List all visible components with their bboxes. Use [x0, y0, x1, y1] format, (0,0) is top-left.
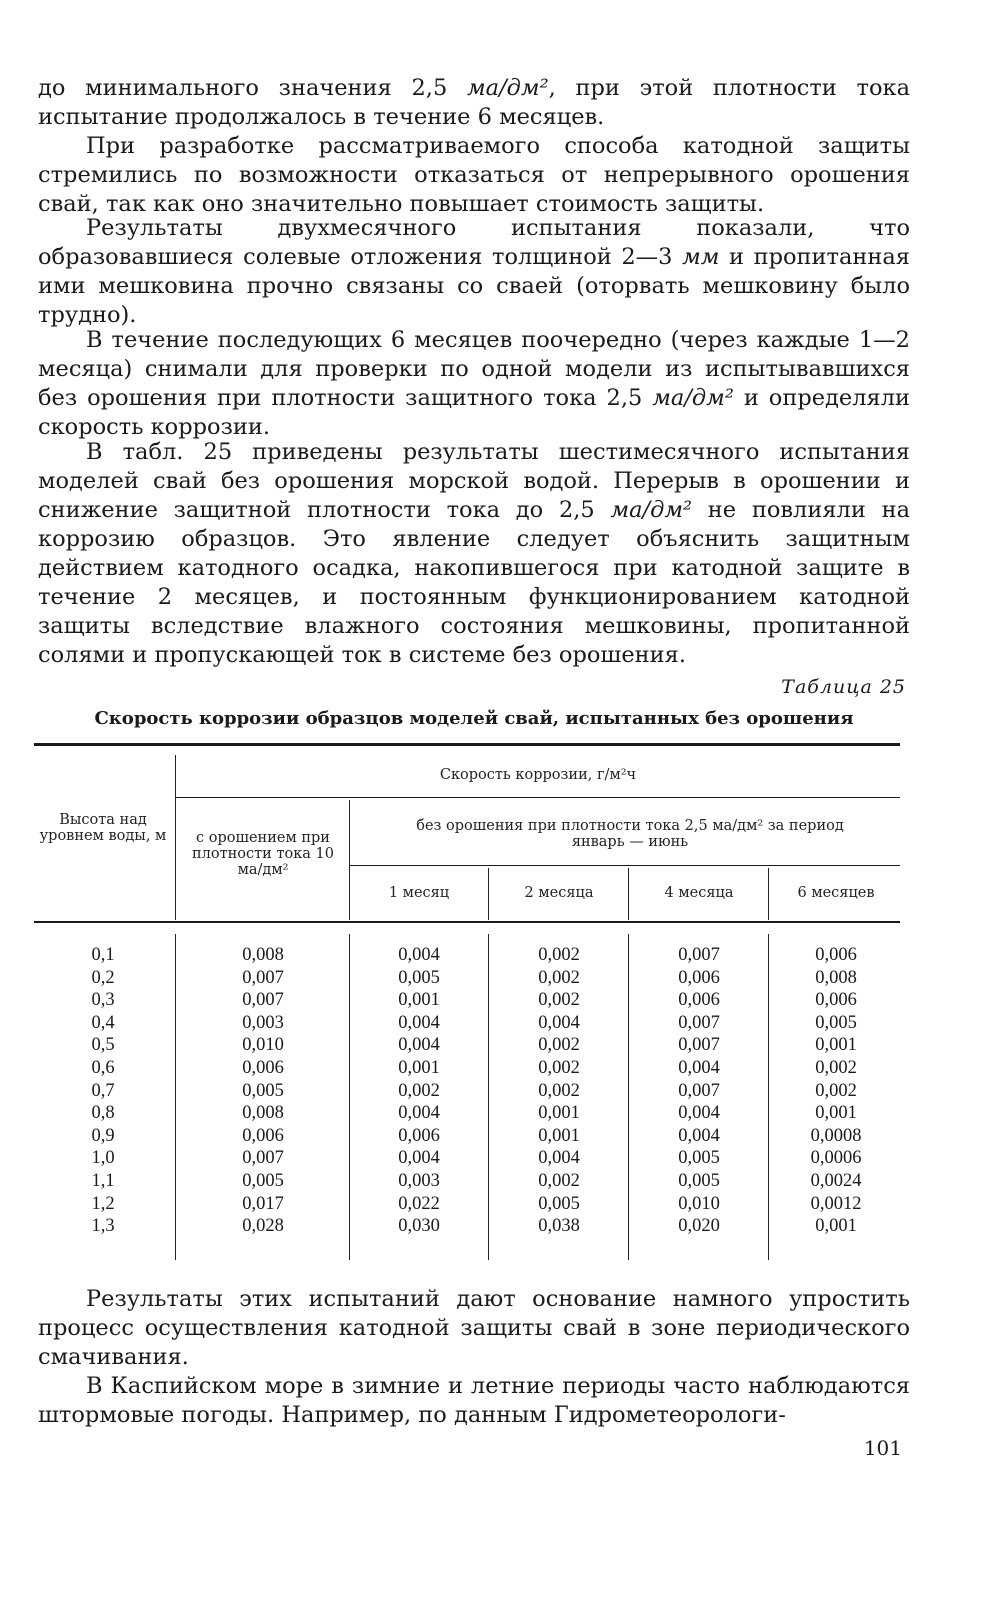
header-bottom-rule	[34, 921, 900, 923]
table-cell: 0,004	[538, 1012, 580, 1033]
unit-text: ма/дм²	[467, 75, 549, 101]
table-cell: 0,006	[815, 990, 857, 1011]
header-vline	[349, 800, 350, 920]
header-6-months: 6 месяцев	[797, 885, 875, 901]
unit-text: мм	[682, 244, 720, 270]
unit-text: ма/дм²	[652, 385, 734, 411]
table-cell: 0,004	[538, 1148, 580, 1169]
table-cell: 0,008	[815, 967, 857, 988]
header-rate: Скорость коррозии, г/м²ч	[439, 767, 637, 783]
table-cell: 0,6	[91, 1057, 115, 1078]
table-cell: 0,005	[678, 1170, 720, 1191]
table-cell: 0,005	[538, 1193, 580, 1214]
table-cell: 0,005	[242, 1170, 284, 1191]
table-cell: 0,002	[538, 945, 580, 965]
table-cell: 0,5	[91, 1035, 115, 1056]
paragraph-2: При разработке рассматриваемого способа катодной защиты стремились по возможности отказаться от непрерывного орошения свай, так как оно значительно повышает стоимость защиты.	[38, 133, 910, 217]
header-vline	[175, 755, 176, 920]
table-cell: 0,006	[398, 1125, 440, 1146]
table-cell: 0,008	[242, 1103, 284, 1124]
table-cell: 0,005	[815, 1012, 857, 1033]
table-cell: 0,007	[678, 1080, 720, 1101]
table-cell: 0,007	[242, 967, 284, 988]
table-top-rule	[34, 743, 900, 746]
table-cell: 0,007	[242, 1148, 284, 1169]
table-cell: 0,7	[91, 1080, 115, 1101]
column-2-months	[492, 944, 626, 1238]
table-cell: 0,020	[678, 1216, 720, 1237]
table-cell: 0,9	[91, 1125, 115, 1146]
table-cell: 0,004	[678, 1103, 720, 1124]
table-cell: 0,0012	[810, 1193, 862, 1214]
unit-text: ма/дм²	[610, 497, 693, 523]
column-height	[36, 944, 170, 1238]
table-cell: 1,3	[91, 1216, 115, 1237]
table-cell: 0,006	[678, 967, 720, 988]
table-cell: 0,002	[538, 1035, 580, 1056]
table-cell: 0,004	[678, 1125, 720, 1146]
table-cell: 0,007	[678, 1012, 720, 1033]
paragraph-5	[38, 438, 910, 670]
header-2-months: 2 месяца	[524, 885, 594, 901]
body-vline	[488, 934, 489, 1260]
header-vline	[768, 868, 769, 920]
body-vline	[349, 934, 350, 1260]
body-vline	[768, 934, 769, 1260]
table-title: Скорость коррозии образцов моделей свай, испытанных без орошения	[94, 708, 854, 729]
table-cell: 0,006	[242, 1057, 284, 1078]
table-cell: 0,8	[91, 1103, 115, 1124]
column-4-months	[632, 944, 766, 1238]
table-cell: 0,022	[398, 1193, 440, 1214]
table-cell: 0,002	[815, 1080, 857, 1101]
text-run: не повлияли на коррозию образцов. Это явление следует объяснить защитным действием катодного осадка, накопившегося при катодной защите в течение 2 месяцев, и постоянным функционированием катодной защиты вследствие влажного состояния мешковины, пропитанной солями и пропускающей ток в системе без орошения.	[38, 497, 910, 668]
table-cell: 0,010	[242, 1035, 284, 1056]
table-cell: 0,1	[91, 945, 115, 965]
table-cell: 0,004	[398, 1148, 440, 1169]
table-cell: 0,004	[398, 945, 440, 965]
page-number: 101	[863, 1436, 902, 1460]
header-height: Высота над уровнем воды, м	[39, 812, 167, 844]
text-run: и определяли скорость коррозии.	[38, 385, 910, 440]
table-cell: 0,002	[538, 1057, 580, 1078]
table-cell: 1,1	[91, 1170, 115, 1191]
table-cell: 0,006	[242, 1125, 284, 1146]
header-1-month: 1 месяц	[388, 885, 450, 901]
table-cell: 0,005	[678, 1148, 720, 1169]
table-cell: 0,001	[398, 1057, 440, 1078]
table-cell: 0,001	[538, 1125, 580, 1146]
header-4-months: 4 месяца	[664, 885, 734, 901]
column-6-months	[772, 944, 900, 1238]
table-cell: 0,007	[678, 1035, 720, 1056]
table-cell: 0,008	[242, 945, 284, 965]
paragraph-6: Результаты этих испытаний дают основание намного упростить процесс осуществления катодной защиты свай в зоне периодического смачивания.	[38, 1286, 910, 1370]
table-cell: 0,006	[678, 990, 720, 1011]
text-run: В табл. 25 приведены результаты шестимесячного испытания моделей свай без орошения морской водой. Перерыв в орошении и снижение защитной плотности тока до 2,5	[38, 439, 910, 523]
table-cell: 0,001	[398, 990, 440, 1011]
header-rule-2	[350, 865, 900, 866]
table-cell: 1,0	[91, 1148, 115, 1169]
table-cell: 0,4	[91, 1012, 115, 1033]
header-vline	[488, 868, 489, 920]
table-cell: 0,004	[678, 1057, 720, 1078]
table-cell: 0,002	[538, 1080, 580, 1101]
table-cell: 0,007	[242, 990, 284, 1011]
table-cell: 0,001	[815, 1216, 857, 1237]
table-cell: 0,001	[815, 1103, 857, 1124]
table-cell: 0,0024	[810, 1170, 862, 1191]
text-run: Результаты двухмесячного испытания показали, что образовавшиеся солевые отложения толщиной 2—3	[38, 215, 910, 270]
table-cell: 0,006	[815, 945, 857, 965]
table-cell: 0,0008	[810, 1125, 862, 1146]
paragraph-7: В Каспийском море в зимние и летние периоды часто наблюдаются штормовые погоды. Например, по данным Гидрометеорологи-	[38, 1373, 910, 1428]
table-cell: 0,004	[398, 1035, 440, 1056]
paragraph-4	[38, 326, 910, 442]
table-cell: 0,005	[398, 967, 440, 988]
header-with-irrigation: с орошением при плотности тока 10 ма/дм²	[192, 830, 334, 878]
text-run: В течение последующих 6 месяцев поочередно (через каждые 1—2 месяца) снимали для проверки по одной модели из испытывавшихся без орошения при плотности защитного тока 2,5	[38, 327, 910, 411]
column-with-irrigation	[180, 944, 346, 1238]
table-cell: 0,028	[242, 1216, 284, 1237]
table-cell: 0,0006	[810, 1148, 862, 1169]
table-cell: 0,2	[91, 967, 115, 988]
table-cell: 0,002	[538, 967, 580, 988]
text-run: , при этой плотности тока испытание продолжалось в течение 6 месяцев.	[38, 75, 910, 130]
header-rule-1	[176, 797, 900, 798]
table-cell: 0,003	[242, 1012, 284, 1033]
body-vline	[628, 934, 629, 1260]
table-cell: 0,010	[678, 1193, 720, 1214]
text-run: и пропитанная ими мешковина прочно связаны со сваей (оторвать мешковину было трудно).	[38, 244, 910, 328]
table-cell: 0,017	[242, 1193, 284, 1214]
table-cell: 0,004	[398, 1012, 440, 1033]
text-run: до минимального значения 2,5	[38, 75, 467, 101]
table-cell: 0,002	[538, 1170, 580, 1191]
table-cell: 0,002	[538, 990, 580, 1011]
table-cell: 0,002	[398, 1080, 440, 1101]
table-cell: 0,004	[398, 1103, 440, 1124]
table-cell: 0,007	[678, 945, 720, 965]
header-vline	[628, 868, 629, 920]
table-cell: 0,001	[815, 1035, 857, 1056]
paragraph-3	[38, 214, 910, 330]
column-1-month	[352, 944, 486, 1238]
table-cell: 0,005	[242, 1080, 284, 1101]
table-cell: 0,002	[815, 1057, 857, 1078]
paragraph-1	[38, 74, 910, 132]
table-cell: 0,003	[398, 1170, 440, 1191]
table-cell: 1,2	[91, 1193, 115, 1214]
table-cell: 0,001	[538, 1103, 580, 1124]
header-without-irrigation: без орошения при плотности тока 2,5 ма/дм² за период январь — июнь	[416, 818, 844, 850]
table-number: Таблица 25	[781, 676, 906, 698]
table-cell: 0,030	[398, 1216, 440, 1237]
body-vline	[175, 934, 176, 1260]
table-cell: 0,3	[91, 990, 115, 1011]
table-cell: 0,038	[538, 1216, 580, 1237]
